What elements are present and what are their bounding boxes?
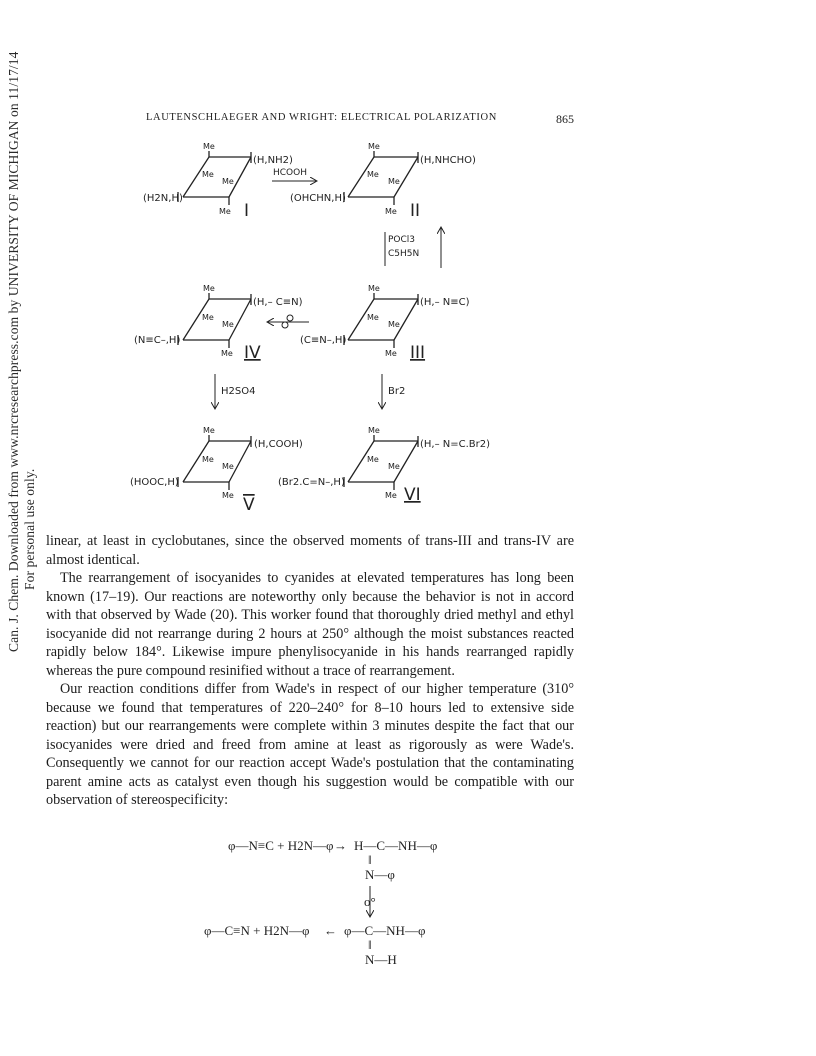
- methyl-label: Me: [219, 207, 231, 216]
- methyl-label: Me: [368, 284, 380, 293]
- substituent-left: (H2N,H): [143, 193, 183, 204]
- methyl-label: Me: [203, 426, 215, 435]
- substituent-right: (H,COOH): [254, 439, 303, 450]
- substituent-right: (H,– N=C.Br2): [420, 439, 491, 450]
- methyl-label: Me: [202, 313, 214, 322]
- paragraph: The rearrangement of isocyanides to cyanides at elevated temperatures has long been known (17–19). Our reactions are noteworthy only because the behavior is not in accord with that observed by Wade (20). This worker found that thoroughly dried methyl and ethyl isocyanide did not rearrange during 2 hours at 250° although the moist substances reacted rapidly below 184°. Likewise impure phenylisocyanide in his hands rearranged rapidly whereas the pure compound resinified without a trace of rearrangement.: [46, 570, 574, 679]
- compound-numeral: II: [410, 201, 421, 221]
- substituent-right: (H,NH2): [253, 155, 293, 166]
- substituent-left: (N≡C–,H): [134, 335, 181, 346]
- methyl-label: Me: [222, 320, 234, 329]
- methyl-label: Me: [368, 426, 380, 435]
- methyl-label: Me: [368, 142, 380, 151]
- methyl-label: Me: [367, 170, 379, 179]
- methyl-label: Me: [203, 142, 215, 151]
- methyl-label: Me: [202, 455, 214, 464]
- mechanism-products: φ—C≡N + H2N—φ: [204, 923, 310, 938]
- watermark-line-1: Can. J. Chem. Downloaded from www.nrcresearchpress.com by UNIVERSITY OF MICHIGAN on 11/17/14: [6, 51, 21, 652]
- double-bond: ‖: [368, 852, 372, 867]
- substituent-left: (OHCHN,H): [290, 193, 346, 204]
- substituent-left: (C≡N–,H): [300, 335, 347, 346]
- methyl-label: Me: [388, 320, 400, 329]
- mechanism-arrow-forward: →: [334, 838, 347, 853]
- methyl-label: Me: [385, 349, 397, 358]
- reagent-hcooh: HCOOH: [273, 168, 307, 178]
- reagent-bromine: Br2: [388, 386, 406, 397]
- substituent-left: (HOOC,H): [130, 477, 179, 488]
- benzamidine: φ—C—NH—φ: [344, 923, 426, 938]
- double-bond: ‖: [368, 937, 372, 952]
- formamidine-top: H—C—NH—φ: [354, 838, 438, 853]
- mechanism-arrow-back: ←: [324, 923, 337, 938]
- methyl-label: Me: [222, 177, 234, 186]
- methyl-label: Me: [388, 177, 400, 186]
- methyl-label: Me: [221, 349, 233, 358]
- methyl-label: Me: [222, 462, 234, 471]
- substituent-right: (H,NHCHO): [420, 155, 476, 166]
- reagent-h2so4: H2SO4: [221, 386, 256, 397]
- compound-numeral: III: [410, 343, 426, 363]
- heat-label: o°: [364, 894, 376, 909]
- paragraph: Our reaction conditions differ from Wade's in respect of our higher temperature (310° because we found that temperatures of 220–240° for 8–10 hours led to extensive side reaction) but our rearrangements were complete within 3 minutes despite the fact that our isocyanides were dried and freed from amine at least as rigorously as were Wade's. Consequently we cannot for our reaction accept Wade's postulation that the contaminating parent amine acts as catalyst even though his suggestion would be compatible with our observation of stereospecificity:: [46, 681, 574, 808]
- compound-numeral: V: [243, 495, 255, 515]
- formamidine-n-phenyl: N—φ: [365, 867, 395, 882]
- methyl-label: Me: [203, 284, 215, 293]
- mechanism-reactants: φ—N≡C + H2N—φ: [228, 838, 334, 853]
- methyl-label: Me: [388, 462, 400, 471]
- methyl-label: Me: [367, 313, 379, 322]
- methyl-label: Me: [385, 491, 397, 500]
- compound-numeral: VI: [404, 485, 421, 505]
- substituent-right: (H,– C≡N): [253, 297, 303, 308]
- methyl-label: Me: [385, 207, 397, 216]
- methyl-label: Me: [202, 170, 214, 179]
- watermark-line-2: For personal use only.: [22, 468, 37, 590]
- methyl-label: Me: [367, 455, 379, 464]
- amidine-n-h: N—H: [365, 952, 397, 967]
- substituent-right: (H,– N≡C): [420, 297, 470, 308]
- reagent-pocl3: POCl3: [388, 235, 416, 245]
- compound-numeral: I: [244, 201, 250, 221]
- running-title: LAUTENSCHLAEGER AND WRIGHT: ELECTRICAL POLARIZATION: [146, 112, 497, 123]
- reagent-pyridine: C5H5N: [388, 249, 420, 259]
- substituent-left: (Br2.C=N–,H): [278, 477, 345, 488]
- compound-numeral: IV: [244, 343, 261, 363]
- page-number: 865: [556, 112, 574, 126]
- methyl-label: Me: [222, 491, 234, 500]
- paragraph: linear, at least in cyclobutanes, since the observed moments of trans-III and trans-IV are almost identical.: [46, 533, 574, 568]
